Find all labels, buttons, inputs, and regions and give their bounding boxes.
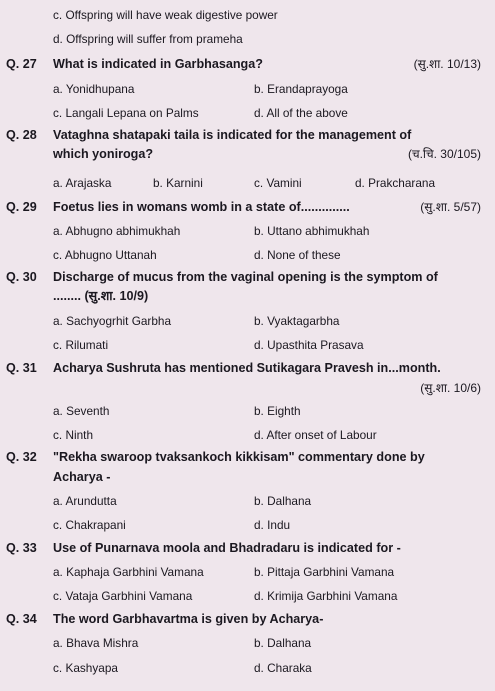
reference: (च.चि. 30/105) <box>407 147 481 161</box>
question-number: Q. 29 <box>6 200 37 214</box>
question-text: What is indicated in Garbhasanga? <box>53 57 263 71</box>
question-number: Q. 30 <box>6 270 37 284</box>
question-text-cont: ........ (सु.शा. 10/9) <box>53 289 149 303</box>
question-text: Discharge of mucus from the vaginal opening is the symptom of <box>53 270 438 284</box>
question-number: Q. 28 <box>6 128 37 142</box>
question-number: Q. 32 <box>6 450 37 464</box>
question-28-cont <box>53 147 485 162</box>
option-b: b. Karnini <box>153 176 203 190</box>
question-number: Q. 31 <box>6 361 37 375</box>
option-a: a. Yonidhupana <box>53 82 135 96</box>
option-c: c. Langali Lepana on Palms <box>53 106 199 120</box>
option-b: b. Erandaprayoga <box>254 82 348 96</box>
option-d: d. After onset of Labour <box>254 428 377 442</box>
option-a: a. Seventh <box>53 404 110 418</box>
question-number: Q. 33 <box>6 541 37 555</box>
option-c: c. Vamini <box>254 176 302 190</box>
option-d: d. All of the above <box>254 106 348 120</box>
question-number: Q. 34 <box>6 612 37 626</box>
option-d: d. Krimija Garbhini Vamana <box>254 589 398 603</box>
option-c: c. Kashyapa <box>53 661 118 675</box>
option-b: b. Dalhana <box>254 636 312 650</box>
option-b: b. Eighth <box>254 404 301 418</box>
option-a: a. Arundutta <box>53 494 117 508</box>
option-b: b. Dalhana <box>254 494 312 508</box>
reference: (सु.शा. 10/13) <box>413 57 481 71</box>
option-d: d. Indu <box>254 518 291 532</box>
option-a: a. Sachyogrhit Garbha <box>53 314 172 328</box>
option-b: b. Pittaja Garbhini Vamana <box>254 565 395 579</box>
option-d: d. None of these <box>254 248 341 262</box>
question-text-cont: Acharya - <box>53 470 111 484</box>
option-a: a. Bhava Mishra <box>53 636 139 650</box>
question-text: Acharya Sushruta has mentioned Sutikagara Pravesh in...month. <box>53 361 441 375</box>
option-c: c. Ninth <box>53 428 94 442</box>
question-number: Q. 27 <box>6 57 37 71</box>
question-text: The word Garbhavartma is given by Acharya- <box>53 612 324 626</box>
reference: (सु.शा. 5/57) <box>420 200 481 214</box>
option-a: a. Abhugno abhimukhah <box>53 224 181 238</box>
option-c: c. Vataja Garbhini Vamana <box>53 589 193 603</box>
option-a: a. Arajaska <box>53 176 112 190</box>
option-d: d. Prakcharana <box>355 176 436 190</box>
question-text-cont: which yoniroga? <box>53 147 154 161</box>
option-c: c. Rilumati <box>53 338 109 352</box>
question-text: Vataghna shatapaki taila is indicated for the management of <box>53 128 412 142</box>
option-c: c. Chakrapani <box>53 518 126 532</box>
option-b: b. Vyaktagarbha <box>254 314 340 328</box>
option-d: d. Offspring will suffer from prameha <box>53 32 243 46</box>
option-d: d. Upasthita Prasava <box>254 338 364 352</box>
question-text: Use of Punarnava moola and Bhadradaru is indicated for - <box>53 541 401 555</box>
question-30-cont <box>53 289 485 304</box>
option-c: c. Abhugno Uttanah <box>53 248 157 262</box>
option-b: b. Uttano abhimukhah <box>254 224 370 238</box>
option-c: c. Offspring will have weak digestive power <box>53 8 278 22</box>
option-d: d. Charaka <box>254 661 312 675</box>
reference: (सु.शा. 10/6) <box>420 381 481 395</box>
option-a: a. Kaphaja Garbhini Vamana <box>53 565 204 579</box>
question-text: "Rekha swaroop tvaksankoch kikkisam" commentary done by <box>53 450 425 464</box>
question-32-cont <box>53 470 485 485</box>
question-text: Foetus lies in womans womb in a state of.............. <box>53 200 350 214</box>
